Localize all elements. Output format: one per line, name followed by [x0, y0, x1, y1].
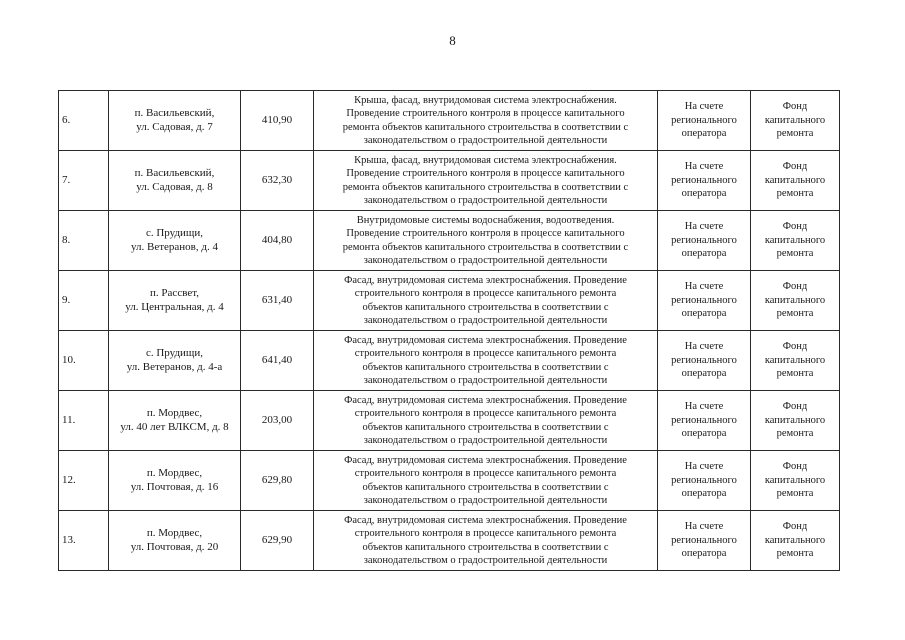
work-description-line: законодательством о градостроительной деятельности: [363, 434, 608, 446]
area-cell: 203,00: [241, 391, 314, 451]
row-number-cell: 7.: [59, 151, 109, 211]
fund-line: Фонд: [782, 101, 808, 113]
repair-plan-table: [58, 90, 840, 571]
work-description-line: законодательством о градостроительной деятельности: [363, 314, 608, 326]
fund-line: ремонта: [776, 248, 814, 260]
address-cell: [109, 151, 241, 211]
account-line: На счете: [684, 341, 724, 353]
fund-line: ремонта: [776, 488, 814, 500]
fund-line: капитального: [764, 234, 826, 246]
work-description-line: Крыша, фасад, внутридомовая система электроснабжения.: [354, 94, 617, 106]
area-cell: 629,90: [241, 511, 314, 571]
row-number-cell: 13.: [59, 511, 109, 571]
address-line: п. Мордвес,: [146, 527, 203, 540]
area-cell: 404,80: [241, 211, 314, 271]
address-cell: [109, 511, 241, 571]
fund-line: ремонта: [776, 128, 814, 140]
fund-cell: [751, 151, 840, 211]
table-row: [59, 271, 840, 331]
fund-cell: [751, 391, 840, 451]
work-description-line: законодательством о градостроительной деятельности: [363, 134, 608, 146]
fund-line: капитального: [764, 114, 826, 126]
work-description-line: строительного контроля в процессе капитального ремонта: [354, 348, 617, 360]
row-number-cell: 6.: [59, 91, 109, 151]
address-line: п. Рассвет,: [150, 287, 199, 300]
account-line: На счете: [684, 401, 724, 413]
work-description-line: строительного контроля в процессе капитального ремонта: [354, 408, 617, 420]
account-line: регионального: [671, 414, 737, 426]
address-line: ул. Ветеранов, д. 4-а: [126, 360, 223, 373]
work-description-line: строительного контроля в процессе капитального ремонта: [354, 468, 617, 480]
fund-line: Фонд: [782, 281, 808, 293]
account-line: На счете: [684, 221, 724, 233]
table-body: [59, 91, 840, 571]
work-description-line: ремонта объектов капитального строительства в соответствии с: [342, 121, 629, 133]
fund-cell: [751, 91, 840, 151]
work-description-line: Фасад, внутридомовая система электроснабжения. Проведение: [344, 274, 627, 286]
work-description-cell: [314, 211, 658, 271]
address-line: ул. Ветеранов, д. 4: [131, 240, 218, 253]
work-description-line: объектов капитального строительства в соответствии с: [362, 421, 609, 433]
account-line: оператора: [681, 188, 727, 200]
fund-line: капитального: [764, 474, 826, 486]
area-cell: 410,90: [241, 91, 314, 151]
area-cell: 641,40: [241, 331, 314, 391]
account-line: оператора: [681, 548, 727, 560]
fund-line: капитального: [764, 414, 826, 426]
row-number-cell: 12.: [59, 451, 109, 511]
address-cell: [109, 451, 241, 511]
account-line: оператора: [681, 368, 727, 380]
account-line: регионального: [671, 114, 737, 126]
table-row: [59, 331, 840, 391]
work-description-line: законодательством о градостроительной деятельности: [363, 554, 608, 566]
account-line: оператора: [681, 488, 727, 500]
account-cell: [658, 511, 751, 571]
area-cell: 631,40: [241, 271, 314, 331]
address-line: п. Васильевский,: [134, 107, 215, 120]
account-cell: [658, 271, 751, 331]
work-description-line: Фасад, внутридомовая система электроснабжения. Проведение: [344, 454, 627, 466]
address-line: п. Мордвес,: [146, 407, 203, 420]
table-row: [59, 211, 840, 271]
account-cell: [658, 451, 751, 511]
work-description-line: законодательством о градостроительной деятельности: [363, 254, 608, 266]
address-line: п. Васильевский,: [134, 167, 215, 180]
work-description-line: законодательством о градостроительной деятельности: [363, 194, 608, 206]
address-cell: [109, 271, 241, 331]
work-description-line: ремонта объектов капитального строительства в соответствии с: [342, 241, 629, 253]
fund-line: капитального: [764, 174, 826, 186]
address-line: ул. Почтовая, д. 16: [130, 480, 219, 493]
work-description-line: строительного контроля в процессе капитального ремонта: [354, 288, 617, 300]
work-description-line: объектов капитального строительства в соответствии с: [362, 541, 609, 553]
account-cell: [658, 211, 751, 271]
fund-line: капитального: [764, 534, 826, 546]
work-description-line: Проведение строительного контроля в процессе капитального: [346, 228, 625, 240]
account-line: На счете: [684, 461, 724, 473]
row-number-cell: 10.: [59, 331, 109, 391]
address-cell: [109, 391, 241, 451]
row-number-cell: 8.: [59, 211, 109, 271]
work-description-line: Крыша, фасад, внутридомовая система электроснабжения.: [354, 154, 617, 166]
row-number-cell: 11.: [59, 391, 109, 451]
work-description-line: Фасад, внутридомовая система электроснабжения. Проведение: [344, 334, 627, 346]
fund-line: ремонта: [776, 368, 814, 380]
work-description-cell: [314, 511, 658, 571]
fund-line: Фонд: [782, 401, 808, 413]
fund-cell: [751, 451, 840, 511]
work-description-cell: [314, 271, 658, 331]
work-description-cell: [314, 451, 658, 511]
fund-line: Фонд: [782, 341, 808, 353]
work-description-line: объектов капитального строительства в соответствии с: [362, 301, 609, 313]
work-description-line: законодательством о градостроительной деятельности: [363, 494, 608, 506]
work-description-cell: [314, 331, 658, 391]
fund-cell: [751, 511, 840, 571]
table-row: [59, 391, 840, 451]
table-row: [59, 151, 840, 211]
account-cell: [658, 331, 751, 391]
work-description-line: Проведение строительного контроля в процессе капитального: [346, 168, 625, 180]
account-cell: [658, 151, 751, 211]
fund-line: Фонд: [782, 161, 808, 173]
table-row: [59, 451, 840, 511]
account-line: На счете: [684, 521, 724, 533]
work-description-line: объектов капитального строительства в соответствии с: [362, 481, 609, 493]
address-cell: [109, 211, 241, 271]
work-description-line: законодательством о градостроительной деятельности: [363, 374, 608, 386]
fund-line: Фонд: [782, 221, 808, 233]
work-description-line: строительного контроля в процессе капитального ремонта: [354, 528, 617, 540]
fund-line: ремонта: [776, 308, 814, 320]
fund-cell: [751, 331, 840, 391]
address-line: ул. Садовая, д. 7: [136, 120, 213, 133]
address-cell: [109, 331, 241, 391]
work-description-line: Внутридомовые системы водоснабжения, водоотведения.: [356, 214, 615, 226]
account-line: регионального: [671, 354, 737, 366]
account-line: На счете: [684, 101, 724, 113]
account-line: оператора: [681, 308, 727, 320]
account-line: регионального: [671, 294, 737, 306]
work-description-cell: [314, 151, 658, 211]
row-number-cell: 9.: [59, 271, 109, 331]
table-row: [59, 91, 840, 151]
fund-line: Фонд: [782, 461, 808, 473]
work-description-line: объектов капитального строительства в соответствии с: [362, 361, 609, 373]
account-line: На счете: [684, 281, 724, 293]
account-line: регионального: [671, 474, 737, 486]
work-description-line: Фасад, внутридомовая система электроснабжения. Проведение: [344, 514, 627, 526]
fund-line: Фонд: [782, 521, 808, 533]
work-description-line: Проведение строительного контроля в процессе капитального: [346, 108, 625, 120]
address-line: ул. Почтовая, д. 20: [130, 540, 219, 553]
address-line: ул. Садовая, д. 8: [136, 180, 213, 193]
area-cell: 629,80: [241, 451, 314, 511]
account-cell: [658, 91, 751, 151]
area-cell: 632,30: [241, 151, 314, 211]
fund-cell: [751, 211, 840, 271]
account-line: На счете: [684, 161, 724, 173]
work-description-cell: [314, 391, 658, 451]
fund-line: ремонта: [776, 548, 814, 560]
page-number: 8: [449, 33, 456, 48]
work-description-line: Фасад, внутридомовая система электроснабжения. Проведение: [344, 394, 627, 406]
fund-line: капитального: [764, 294, 826, 306]
account-line: оператора: [681, 128, 727, 140]
work-description-line: ремонта объектов капитального строительства в соответствии с: [342, 181, 629, 193]
account-line: регионального: [671, 234, 737, 246]
address-line: с. Прудищи,: [145, 347, 204, 360]
account-line: регионального: [671, 534, 737, 546]
address-line: ул. Центральная, д. 4: [125, 300, 224, 313]
fund-line: ремонта: [776, 188, 814, 200]
address-line: с. Прудищи,: [145, 227, 204, 240]
address-cell: [109, 91, 241, 151]
account-line: оператора: [681, 248, 727, 260]
fund-line: капитального: [764, 354, 826, 366]
address-line: п. Мордвес,: [146, 467, 203, 480]
address-line: ул. 40 лет ВЛКСМ, д. 8: [120, 420, 229, 433]
table-row: [59, 511, 840, 571]
fund-cell: [751, 271, 840, 331]
account-line: оператора: [681, 428, 727, 440]
fund-line: ремонта: [776, 428, 814, 440]
work-description-cell: [314, 91, 658, 151]
account-cell: [658, 391, 751, 451]
account-line: регионального: [671, 174, 737, 186]
